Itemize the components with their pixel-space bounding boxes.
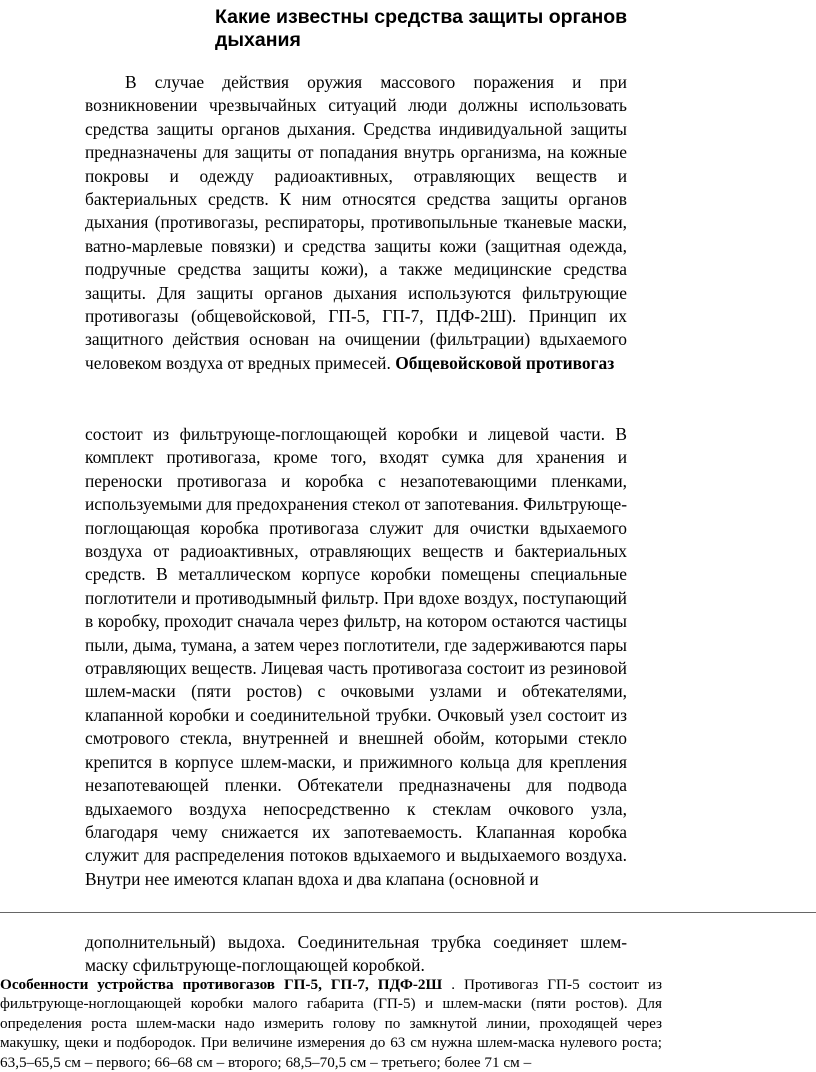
section-paragraph [0,975,662,1072]
body-paragraph-2: состоит из фильтрующе-поглощающей коробки и лицевой части. В комплект противогаза, кроме того, входят сумка для хранения и переноски противогаза и коробка с незапотевающими пленками, используемыми для предохранения стекол от запотевания. Фильтрующе-поглощающая коробка противогаза служит для очистки вдыхаемого воздуха от радиоактивных, отравляющих веществ и бактериальных средств. В металлическом корпусе коробки помещены специальные поглотители и противодымный фильтр. При вдохе воздух, поступающий в коробку, проходит сначала через фильтр, на котором остаются частицы пыли, дыма, тумана, а затем через поглотители, где задерживаются пары отравляющих веществ. Лицевая часть противогаза состоит из резиновой шлем-маски (пяти ростов) с очковыми узлами и обтекателями, клапанной коробки и соединительной трубки. Очковый узел состоит из смотрового стекла, внутренней и внешней обойм, которыми стекло крепится в корпусе шлем-маски, и прижимного кольца для крепления незапотевающей пленки. Обтекатели предназначены для подвода вдыхаемого воздуха непосредственно к стеклам очкового узла, благодаря чему снижается их запотеваемость. Клапанная коробка служит для распределения потоков вдыхаемого и выдыхаемого воздуха. Внутри нее имеются клапан вдоха и два клапана (основной и [85,424,627,889]
body-paragraph-3: дополнительный) выдоха. Соединительная трубка соединяет шлем-маску сфильтрующе-поглощающей коробкой. [85,932,627,976]
section-text: . Противогаз ГП-5 состоит из фильтрующе-ноглощающей коробки малого габарита (ГП-5) и шлем-маски (пяти ростов). Для определения роста шлем-маски надо измерить голову по замкнутой линии, проходящей через макушку, щеки и подбородок. При величине измерения до 63 см нужна шлем-маска нулевого роста; 63,5–65,5 см – первого; 66–68 см – второго; 68,5–70,5 см – третьего; более 71 см – [0,976,662,1071]
page-title: Какие известны средства защиты органов дыхания [215,6,628,51]
paragraph-1-text: В случае действия оружия массового поражения и при возникновении чрезвычайных ситуаций люди должны использовать средства защиты органов дыхания. Средства индивидуальной защиты предназначены для защиты от попадания внутрь организма, на кожные покровы и одежду радиоактивных, отравляющих веществ и бактериальных средств. К ним относятся средства защиты органов дыхания (противогазы, респираторы, противопыльные тканевые маски, ватно-марлевые повязки) и средства защиты кожи (защитная одежда, подручные средства защиты кожи), а также медицинские средства защиты. Для защиты органов дыхания используются фильтрующие противогазы (общевойсковой, ГП-5, ГП-7, ПДФ-2Ш). Принцип их защитного действия основан на очищении (фильтрации) вдыхаемого человеком воздуха от вредных примесей. [85,72,627,373]
page-divider [0,912,816,913]
paragraph-1-bold-term: Общевойсковой противогаз [395,352,615,373]
body-paragraph-1 [85,71,627,375]
section-heading: Особенности устройства противогазов ГП-5, ГП-7, ПДФ-2Ш [0,976,443,993]
